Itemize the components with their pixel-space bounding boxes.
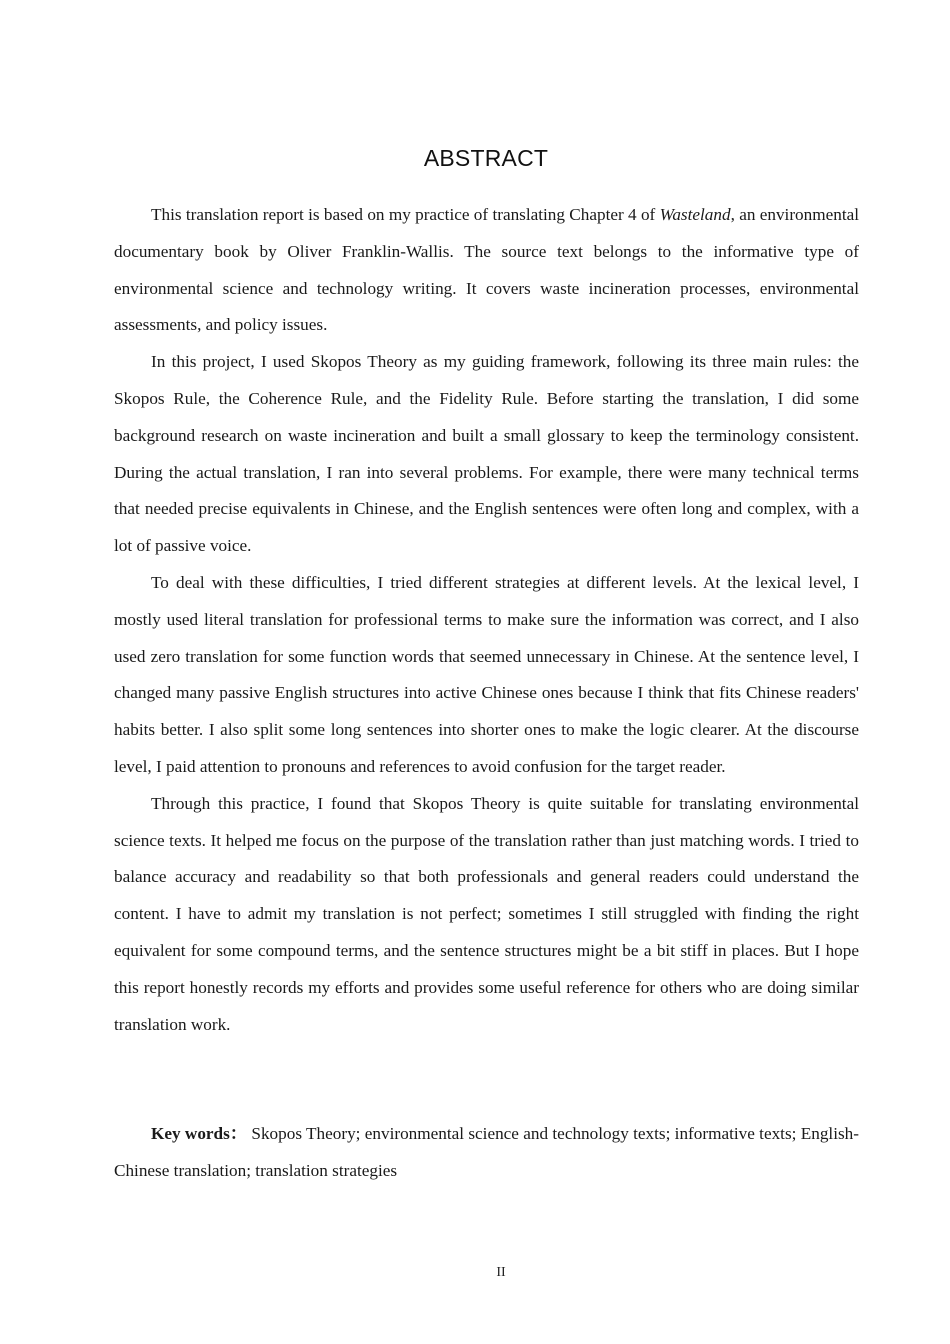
keywords-label: Key words：	[151, 1124, 248, 1143]
keywords-text: Skopos Theory; environmental science and technology texts; informative texts; English-Chinese translation; translation strategies	[114, 1124, 859, 1180]
book-title: Wasteland	[659, 205, 731, 224]
paragraph-3: To deal with these difficulties, I tried different strategies at different levels. At the lexical level, I mostly used literal translation for professional terms to make sure the information was correct, and I also used zero translation for some function words that seemed unnecessary in Chinese. At the sentence level, I changed many passive English structures into active Chinese ones because I think that fits Chinese readers' habits better. I also split some long sentences into shorter ones to make the logic clearer. At the discourse level, I paid attention to pronouns and references to avoid confusion for the target reader.	[114, 572, 859, 776]
paragraph-1	[114, 197, 859, 344]
paragraph-1-before: This translation report is based on my practice of translating Chapter 4 of	[151, 205, 660, 224]
abstract-body	[114, 197, 859, 1043]
keywords	[114, 1116, 859, 1190]
paragraph-2: In this project, I used Skopos Theory as my guiding framework, following its three main rules: the Skopos Rule, the Coherence Rule, and the Fidelity Rule. Before starting the translation, I did some background research on waste incineration and built a small glossary to keep the terminology consistent. During the actual translation, I ran into several problems. For example, there were many technical terms that needed precise equivalents in Chinese, and the English sentences were often long and complex, with a lot of passive voice.	[114, 352, 859, 556]
abstract-title: ABSTRACT	[423, 145, 549, 171]
page-number: II	[496, 1265, 506, 1280]
paragraph-4: Through this practice, I found that Skopos Theory is quite suitable for translating environmental science texts. It helped me focus on the purpose of the translation rather than just matching words. I tried to balance accuracy and readability so that both professionals and general readers could understand the content. I have to admit my translation is not perfect; sometimes I still struggled with finding the right equivalent for some compound terms, and the sentence structures might be a bit stiff in places. But I hope this report honestly records my efforts and provides some useful reference for others who are doing similar translation work.	[114, 793, 859, 1034]
paragraph-1-after: , an environmental documentary book by Oliver Franklin-Wallis. The source text belongs to the informative type of environmental science and technology writing. It covers waste incineration processes, environmental assessments, and policy issues.	[114, 205, 860, 335]
